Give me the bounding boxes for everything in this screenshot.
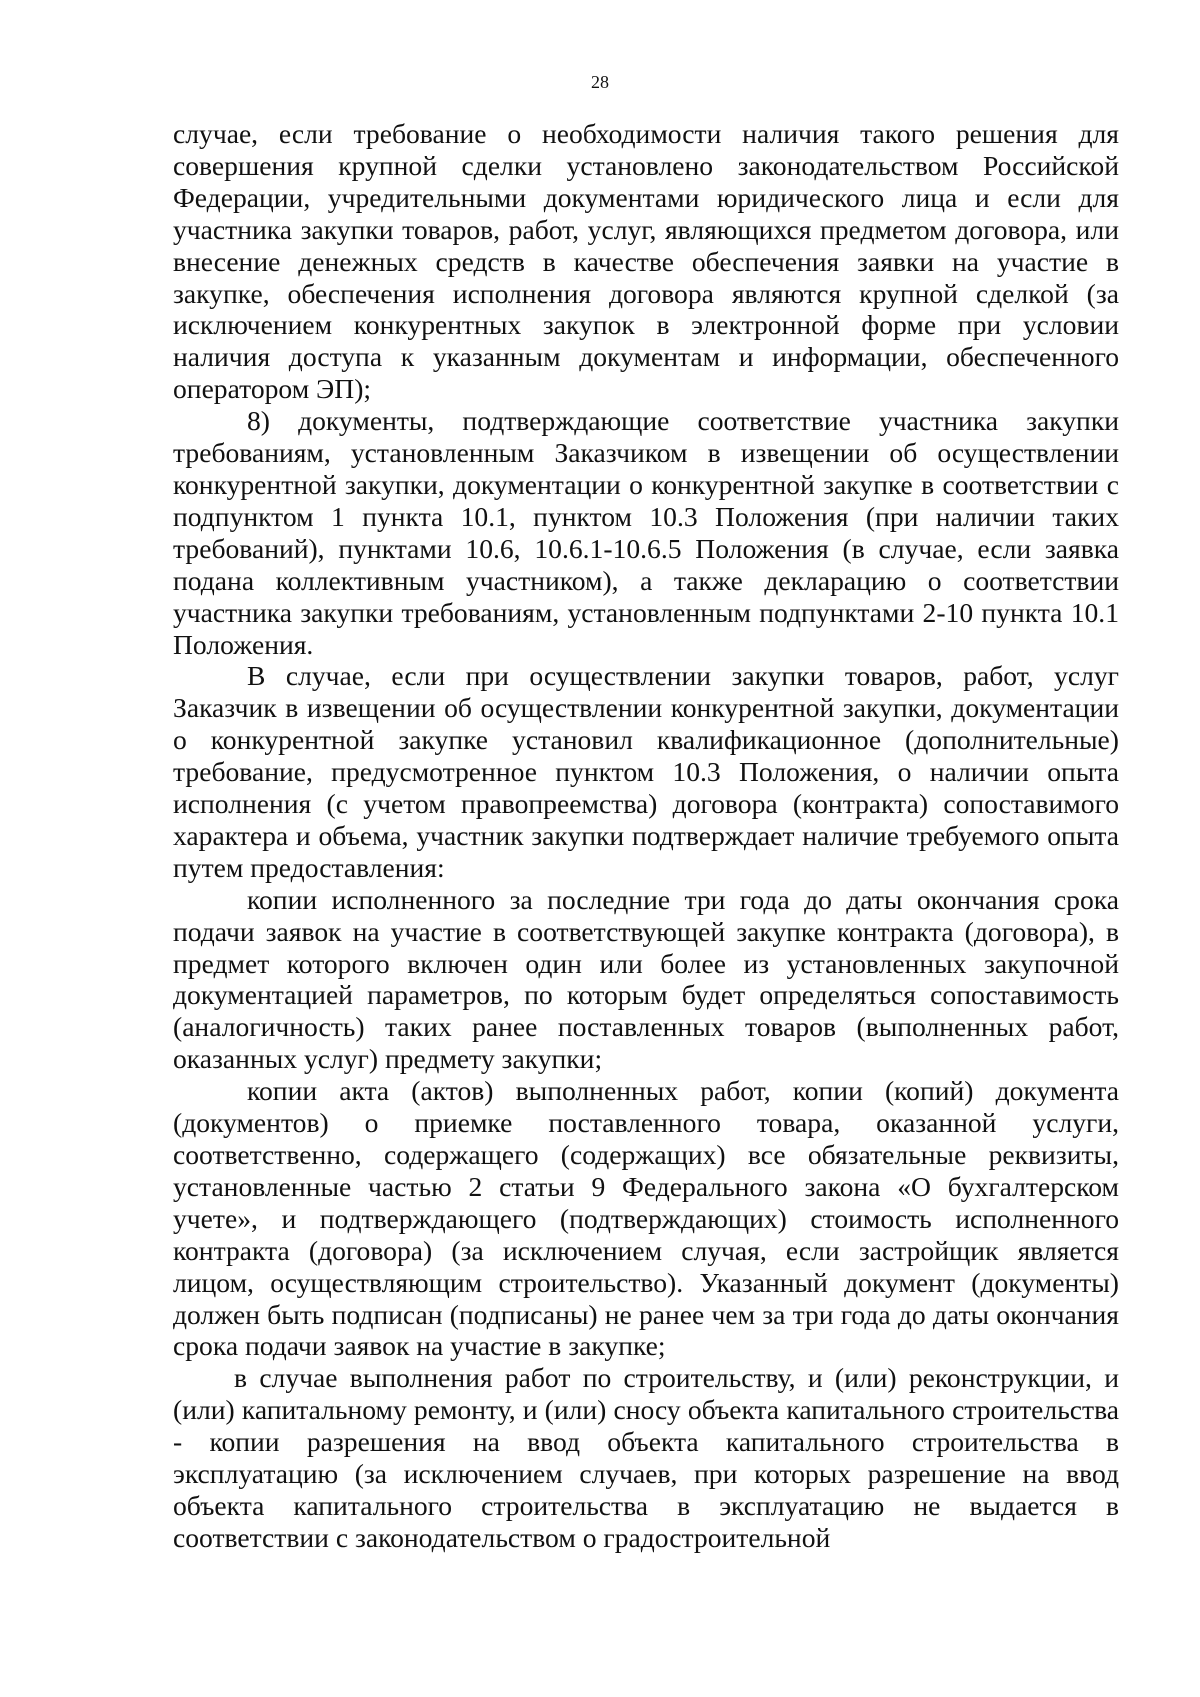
paragraph-6: в случае выполнения работ по строительству, и (или) реконструкции, и (или) капитальному ремонту, и (или) сносу объекта капитального строительства - копии разрешения на ввод объекта капитального строительства в эксплуатацию (за исключением случаев, при которых разрешение на ввод объекта капитального строительства в эксплуатацию не выдается в соответствии с законодательством о градостроительной [173, 1362, 1119, 1553]
document-body [173, 118, 1119, 1554]
paragraph-5: копии акта (актов) выполненных работ, копии (копий) документа (документов) о приемке поставленного товара, оказанной услуги, соответственно, содержащего (содержащих) все обязательные реквизиты, установленные частью 2 статьи 9 Федерального закона «О бухгалтерском учете», и подтверждающего (подтверждающих) стоимость исполненного контракта (договора) (за исключением случая, если застройщик является лицом, осуществляющим строительство). Указанный документ (документы) должен быть подписан (подписаны) не ранее чем за три года до даты окончания срока подачи заявок на участие в закупке; [173, 1075, 1119, 1362]
page-number: 28 [591, 72, 609, 92]
paragraph-3: В случае, если при осуществлении закупки товаров, работ, услуг Заказчик в извещении об осуществлении конкурентной закупки, документации о конкурентной закупке установил квалификационное (дополнительные) требование, предусмотренное пунктом 10.3 Положения, о наличии опыта исполнения (с учетом правопреемства) договора (контракта) сопоставимого характера и объема, участник закупки подтверждает наличие требуемого опыта путем предоставления: [173, 660, 1119, 883]
paragraph-1: случае, если требование о необходимости наличия такого решения для совершения крупной сделки установлено законодательством Российской Федерации, учредительными документами юридического лица и если для участника закупки товаров, работ, услуг, являющихся предметом договора, или внесение денежных средств в качестве обеспечения заявки на участие в закупке, обеспечения исполнения договора являются крупной сделкой (за исключением конкурентных закупок в электронной форме при условии наличия доступа к указанным документам и информации, обеспеченного оператором ЭП); [173, 118, 1119, 405]
paragraph-2: 8) документы, подтверждающие соответствие участника закупки требованиям, установленным Заказчиком в извещении об осуществлении конкурентной закупки, документации о конкурентной закупке в соответствии с подпунктом 1 пункта 10.1, пунктом 10.3 Положения (при наличии таких требований), пунктами 10.6, 10.6.1-10.6.5 Положения (в случае, если заявка подана коллективным участником), а также декларацию о соответствии участника закупки требованиям, установленным подпунктами 2-10 пункта 10.1 Положения. [173, 405, 1119, 660]
paragraph-4: копии исполненного за последние три года до даты окончания срока подачи заявок на участие в соответствующей закупке контракта (договора), в предмет которого включен один или более из установленных закупочной документацией параметров, по которым будет определяться сопоставимость (аналогичность) таких ранее поставленных товаров (выполненных работ, оказанных услуг) предмету закупки; [173, 883, 1119, 1075]
